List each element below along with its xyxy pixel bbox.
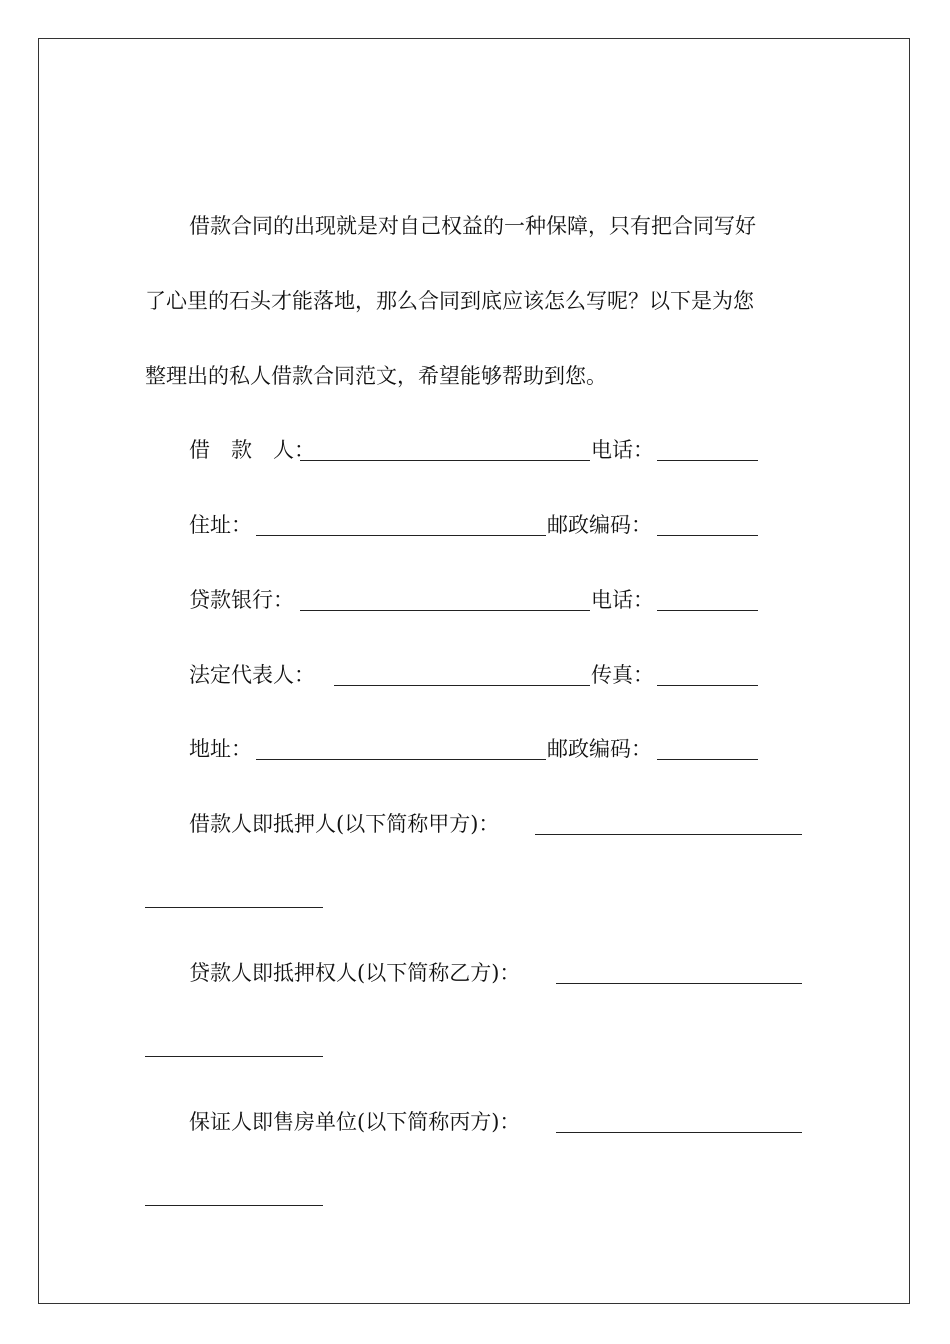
party-b-field-continued[interactable] (145, 1056, 323, 1057)
phone-field-2[interactable] (657, 610, 758, 611)
bank-field[interactable] (300, 610, 590, 611)
intro-line-3: 整理出的私人借款合同范文，希望能够帮助到您。 (145, 364, 607, 388)
legal-rep-field[interactable] (334, 685, 590, 686)
party-c-field[interactable] (556, 1132, 802, 1133)
address-label-1: 住址： (189, 513, 252, 537)
bank-label: 贷款银行： (189, 588, 294, 612)
party-c-field-continued[interactable] (145, 1205, 323, 1206)
party-c-label: 保证人即售房单位(以下简称丙方)： (189, 1110, 521, 1134)
party-a-label: 借款人即抵押人(以下简称甲方)： (189, 812, 500, 836)
intro-line-1: 借款合同的出现就是对自己权益的一种保障，只有把合同写好 (189, 214, 756, 238)
party-a-field-continued[interactable] (145, 907, 323, 908)
postcode-label-2: 邮政编码： (547, 737, 652, 761)
address-field-2[interactable] (256, 759, 546, 760)
phone-field-1[interactable] (657, 460, 758, 461)
borrower-field[interactable] (300, 460, 590, 461)
party-b-field[interactable] (556, 983, 802, 984)
address-field-1[interactable] (256, 535, 546, 536)
phone-label-1: 电话： (591, 438, 654, 462)
party-a-field[interactable] (535, 834, 802, 835)
intro-line-2: 了心里的石头才能落地，那么合同到底应该怎么写呢？以下是为您 (145, 289, 754, 313)
legal-rep-label: 法定代表人： (189, 663, 315, 687)
borrower-label: 借 款 人： (189, 438, 315, 462)
phone-label-2: 电话： (591, 588, 654, 612)
postcode-field-1[interactable] (657, 535, 758, 536)
party-b-label: 贷款人即抵押权人(以下简称乙方)： (189, 961, 521, 985)
address-label-2: 地址： (189, 737, 252, 761)
fax-field[interactable] (657, 685, 758, 686)
fax-label: 传真： (591, 663, 654, 687)
postcode-label-1: 邮政编码： (547, 513, 652, 537)
postcode-field-2[interactable] (657, 759, 758, 760)
